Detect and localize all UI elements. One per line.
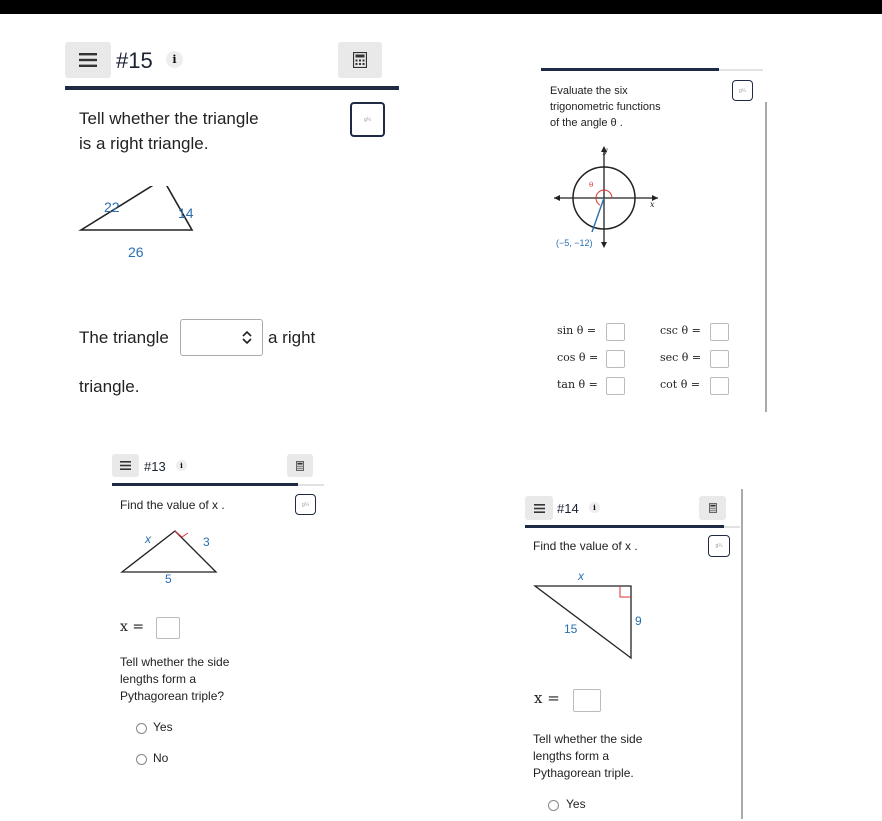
hint-icon: ɡ¼: [715, 543, 723, 549]
q13-label-x: x: [145, 532, 151, 546]
answer-dropdown[interactable]: [180, 319, 263, 356]
hamburger-icon: [79, 53, 97, 67]
q14-calculator-button[interactable]: [699, 496, 726, 520]
q13-menu-button[interactable]: [112, 454, 139, 477]
answer-end: triangle.: [79, 377, 140, 396]
q13-number: #13: [144, 459, 166, 474]
q14-header-divider-light: [724, 526, 740, 528]
sin-input[interactable]: [606, 323, 625, 341]
axis-label-x: x: [650, 200, 655, 209]
q13-hint-button[interactable]: [295, 494, 316, 515]
trig-scrollbar[interactable]: [765, 102, 767, 412]
cos-label: cos θ =: [557, 351, 599, 364]
q13-radio-yes[interactable]: [136, 723, 147, 734]
prompt-line-2: is a right triangle.: [79, 134, 209, 153]
sec-label: sec θ =: [660, 351, 702, 364]
q13-question-line-1: Tell whether the side: [120, 655, 230, 669]
cot-input[interactable]: [710, 377, 729, 395]
menu-button[interactable]: [65, 42, 111, 78]
calculator-icon: [709, 503, 717, 513]
worksheet-page: [0, 14, 882, 821]
cot-label: cot θ =: [660, 378, 701, 391]
csc-label: csc θ =: [660, 324, 701, 337]
q14-header-divider: [525, 525, 724, 528]
q14-answer-input[interactable]: [573, 689, 601, 712]
info-icon[interactable]: i: [589, 502, 600, 513]
csc-input[interactable]: [710, 323, 729, 341]
unit-circle-figure: [550, 142, 665, 252]
trig-prompt-line-1: Evaluate the six: [550, 85, 628, 97]
q14-menu-button[interactable]: [525, 496, 553, 520]
question-number: #15: [116, 48, 153, 73]
sec-input[interactable]: [710, 350, 729, 368]
hint-icon: ɡ¼: [739, 87, 746, 94]
axis-label-y: y: [603, 146, 608, 155]
q13-option-yes[interactable]: Yes: [153, 720, 173, 734]
tan-label: tan θ =: [557, 378, 598, 391]
q13-answer-input[interactable]: [156, 617, 180, 639]
answer-suffix: a right: [268, 328, 316, 347]
chevron-updown-icon: [241, 330, 253, 345]
q13-radio-no[interactable]: [136, 754, 147, 765]
q14-answer-label: x =: [534, 689, 560, 707]
trig-header-divider-light: [719, 69, 763, 71]
q13-question-line-3: Pythagorean triple?: [120, 689, 225, 703]
calculator-icon: [353, 52, 367, 68]
hint-button[interactable]: [350, 102, 385, 137]
q14-number: #14: [557, 501, 579, 516]
q14-triangle-figure: [532, 583, 637, 663]
answer-prefix: The triangle: [79, 328, 169, 347]
q14-question-line-1: Tell whether the side: [533, 732, 643, 746]
q14-radio-yes[interactable]: [548, 800, 559, 811]
q14-label-9: 9: [635, 614, 642, 628]
info-icon[interactable]: i: [176, 460, 187, 471]
side-label-b: 14: [178, 205, 194, 221]
q14-label-15: 15: [564, 622, 578, 636]
q13-header-divider-light: [298, 484, 324, 486]
q13-calculator-button[interactable]: [287, 454, 313, 477]
header-divider: [65, 86, 399, 90]
theta-label: θ: [589, 181, 594, 189]
q13-option-no[interactable]: No: [153, 751, 169, 765]
q14-label-x: x: [578, 569, 584, 583]
calculator-icon: [296, 461, 304, 471]
side-label-a: 22: [104, 199, 120, 215]
hint-icon: ɡ¼: [364, 116, 371, 123]
q14-hint-button[interactable]: [708, 535, 730, 557]
trig-prompt-line-2: trigonometric functions: [550, 101, 661, 113]
prompt-line-1: Tell whether the triangle: [79, 109, 259, 128]
sin-label: sin θ =: [557, 324, 597, 337]
hint-icon: ɡ¼: [302, 501, 309, 508]
info-icon[interactable]: i: [166, 51, 183, 68]
q13-prompt: Find the value of x .: [120, 498, 225, 512]
hamburger-icon: [534, 504, 545, 513]
point-label: (−5, −12): [556, 238, 593, 248]
hamburger-icon: [120, 461, 131, 470]
calculator-button[interactable]: [338, 42, 382, 78]
q14-question-line-3: Pythagorean triple.: [533, 766, 634, 780]
q14-question-line-2: lengths form a: [533, 749, 610, 763]
trig-hint-button[interactable]: [732, 80, 753, 101]
q13-question-line-2: lengths form a: [120, 672, 197, 686]
q13-answer-label: x =: [120, 619, 145, 635]
cos-input[interactable]: [606, 350, 625, 368]
q13-label-3: 3: [203, 535, 210, 549]
trig-header-divider: [541, 68, 719, 71]
trig-prompt-line-3: of the angle θ .: [550, 117, 623, 129]
q14-scrollbar[interactable]: [741, 489, 743, 819]
side-label-c: 26: [128, 244, 144, 260]
q14-prompt: Find the value of x .: [533, 539, 638, 553]
tan-input[interactable]: [606, 377, 625, 395]
q14-option-yes[interactable]: Yes: [566, 797, 586, 811]
q13-label-5: 5: [165, 572, 172, 586]
q13-header-divider: [112, 483, 298, 486]
